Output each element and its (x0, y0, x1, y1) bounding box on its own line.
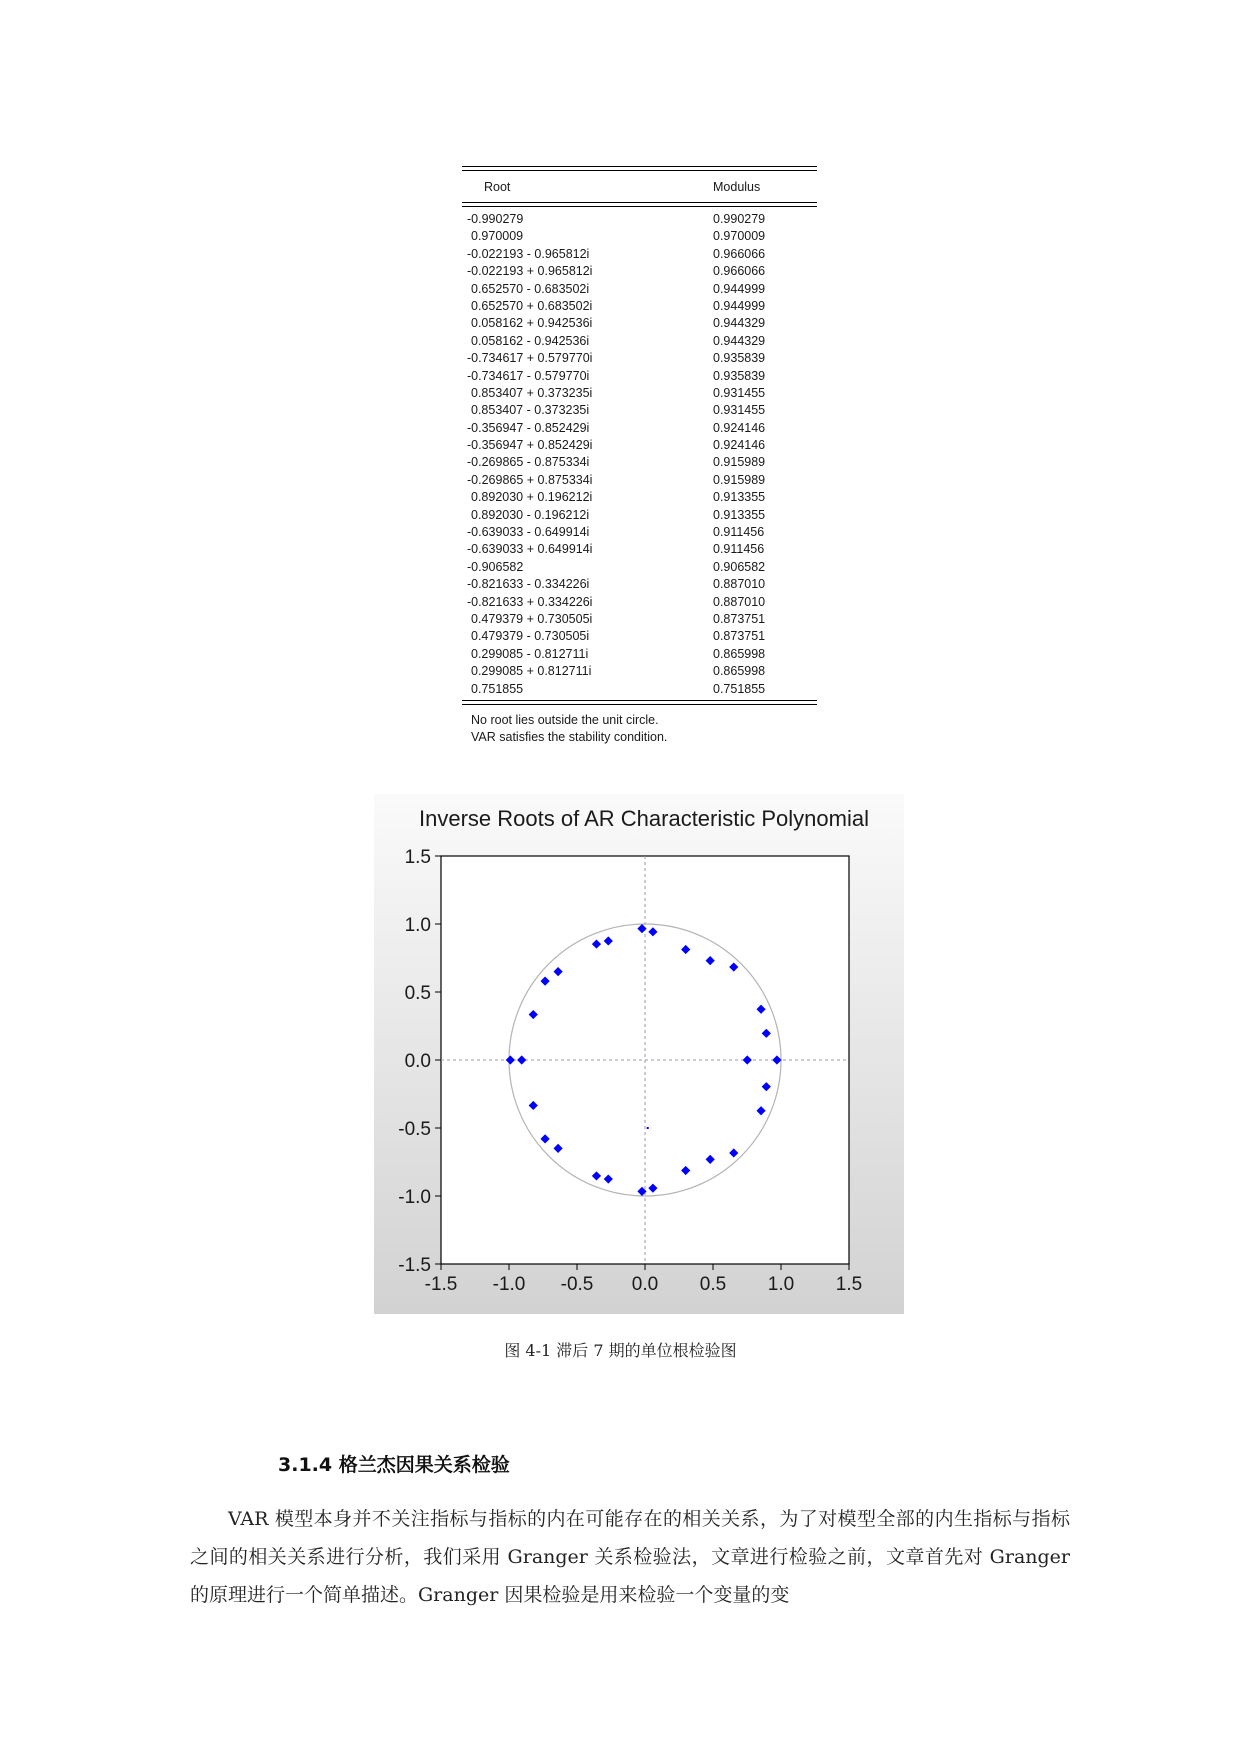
x-tick-label: 0.0 (631, 1274, 659, 1295)
x-tick-label: -1.5 (424, 1274, 458, 1295)
root-cell: -0.356947 - 0.852429i (467, 420, 590, 435)
table-bottom-rule (462, 700, 817, 701)
header-root: Root (484, 180, 511, 194)
chart-title: Inverse Roots of AR Characteristic Polynomial (419, 806, 869, 831)
x-tick-label: -0.5 (560, 1274, 594, 1295)
modulus-cell: 0.906582 (713, 559, 766, 574)
table-row (462, 681, 817, 698)
section-heading: 3.1.4 格兰杰因果关系检验 (278, 1454, 510, 1476)
modulus-cell: 0.990279 (713, 212, 766, 226)
table-row (462, 507, 817, 524)
y-tick-label: 0.0 (404, 1051, 431, 1072)
modulus-cell: 0.911456 (713, 525, 765, 540)
modulus-cell: 0.887010 (713, 577, 766, 592)
modulus-cell: 0.873751 (713, 629, 766, 644)
y-tick-label: -0.5 (398, 1119, 431, 1140)
root-cell: -0.821633 - 0.334226i (467, 577, 590, 592)
table-row (462, 263, 817, 280)
table-row (462, 454, 817, 471)
table-row (462, 246, 817, 263)
modulus-cell: 0.911456 (713, 542, 765, 557)
modulus-cell: 0.924146 (713, 420, 766, 435)
modulus-cell: 0.966066 (713, 246, 766, 261)
table-header (462, 171, 817, 200)
root-cell: -0.734617 + 0.579770i (467, 351, 593, 366)
table-row (462, 420, 817, 437)
modulus-cell: 0.935839 (713, 351, 766, 366)
root-cell: -0.022193 + 0.965812i (467, 264, 593, 279)
root-cell: 0.892030 + 0.196212i (471, 490, 593, 505)
table-row (462, 628, 817, 645)
root-cell: 0.479379 - 0.730505i (471, 629, 590, 644)
table-row (462, 437, 817, 454)
root-cell: -0.734617 - 0.579770i (467, 368, 590, 383)
y-tick-label: 1.5 (404, 847, 431, 868)
x-tick-label: -1.0 (492, 1274, 526, 1295)
table-row (462, 559, 817, 576)
table-row (462, 472, 817, 489)
table-note: No root lies outside the unit circle. (471, 712, 659, 727)
root-cell: 0.299085 - 0.812711i (471, 646, 589, 661)
table-row (462, 350, 817, 367)
root-cell: 0.058162 + 0.942536i (471, 316, 593, 331)
modulus-cell: 0.931455 (713, 385, 766, 400)
header-modulus: Modulus (713, 180, 761, 194)
table-row (462, 611, 817, 628)
modulus-cell: 0.931455 (713, 403, 766, 418)
y-tick-label: 0.5 (404, 983, 431, 1004)
modulus-cell: 0.935839 (713, 368, 766, 383)
x-tick-label: 1.5 (835, 1274, 863, 1295)
root-cell: -0.639033 + 0.649914i (467, 542, 593, 557)
root-cell: 0.853407 - 0.373235i (471, 403, 590, 418)
root-cell: -0.639033 - 0.649914i (467, 525, 590, 540)
modulus-cell: 0.913355 (713, 490, 766, 505)
root-cell: 0.892030 - 0.196212i (471, 507, 590, 522)
table-row (462, 489, 817, 506)
root-cell: 0.652570 - 0.683502i (471, 281, 590, 296)
modulus-cell: 0.865998 (713, 664, 766, 679)
modulus-cell: 0.966066 (713, 264, 766, 279)
root-cell: 0.652570 + 0.683502i (471, 298, 593, 313)
root-cell: 0.479379 + 0.730505i (471, 611, 593, 626)
root-cell: -0.990279 (467, 212, 524, 226)
table-row (462, 402, 817, 419)
table-row (462, 298, 817, 315)
table-header-rule (462, 202, 817, 203)
root-cell: -0.356947 + 0.852429i (467, 438, 593, 453)
modulus-cell: 0.751855 (713, 681, 766, 696)
modulus-cell: 0.873751 (713, 611, 766, 626)
root-cell: 0.299085 + 0.812711i (471, 664, 592, 679)
x-tick-label: 0.5 (699, 1274, 727, 1295)
root-cell: -0.906582 (467, 559, 524, 574)
modulus-cell: 0.915989 (713, 455, 766, 470)
table-row (462, 541, 817, 558)
modulus-cell: 0.944329 (713, 333, 766, 348)
modulus-cell: 0.887010 (713, 594, 766, 609)
table-row (462, 211, 817, 228)
table-notes (462, 705, 817, 747)
inverse-roots-chart (374, 794, 904, 1314)
root-cell: -0.022193 - 0.965812i (467, 246, 590, 261)
y-tick-label: -1.5 (398, 1255, 431, 1276)
root-cell: -0.821633 + 0.334226i (467, 594, 593, 609)
table-row (462, 576, 817, 593)
figure-caption: 图 4-1 滞后 7 期的单位根检验图 (504, 1341, 737, 1360)
root-cell: 0.058162 - 0.942536i (471, 333, 590, 348)
modulus-cell: 0.944999 (713, 298, 766, 313)
table-row (462, 524, 817, 541)
table-row (462, 315, 817, 332)
root-cell: -0.269865 - 0.875334i (467, 455, 590, 470)
table-row (462, 368, 817, 385)
table-row (462, 646, 817, 663)
table-row (462, 333, 817, 350)
modulus-cell: 0.913355 (713, 507, 766, 522)
modulus-cell: 0.970009 (713, 229, 766, 244)
table-note: VAR satisfies the stability condition. (471, 730, 668, 745)
modulus-cell: 0.915989 (713, 472, 766, 487)
table-top-rule (462, 166, 817, 167)
modulus-cell: 0.865998 (713, 646, 766, 661)
modulus-cell: 0.944329 (713, 316, 766, 331)
table-row (462, 594, 817, 611)
roots-table (462, 166, 817, 747)
y-tick-label: -1.0 (398, 1187, 431, 1208)
table-row (462, 385, 817, 402)
center-mark (647, 1127, 649, 1129)
root-cell: 0.853407 + 0.373235i (471, 385, 593, 400)
modulus-cell: 0.944999 (713, 281, 766, 296)
root-cell: -0.269865 + 0.875334i (467, 472, 593, 487)
y-tick-label: 1.0 (404, 915, 431, 936)
root-cell: 0.751855 (471, 681, 524, 696)
body-paragraph: VAR 模型本身并不关注指标与指标的内在可能存在的相关关系，为了对模型全部的内生指标与指标之间的相关关系进行分析，我们采用 Granger 关系检验法，文章进行检验之前，文章首先对 Granger 的原理进行一个简单描述。Granger 因果检验是用来检验一个变量的变 (190, 1508, 1070, 1606)
root-cell: 0.970009 (471, 229, 524, 244)
table-body (462, 207, 817, 698)
table-row (462, 228, 817, 245)
x-tick-label: 1.0 (767, 1274, 795, 1295)
modulus-cell: 0.924146 (713, 438, 766, 453)
table-row (462, 663, 817, 680)
table-row (462, 281, 817, 298)
